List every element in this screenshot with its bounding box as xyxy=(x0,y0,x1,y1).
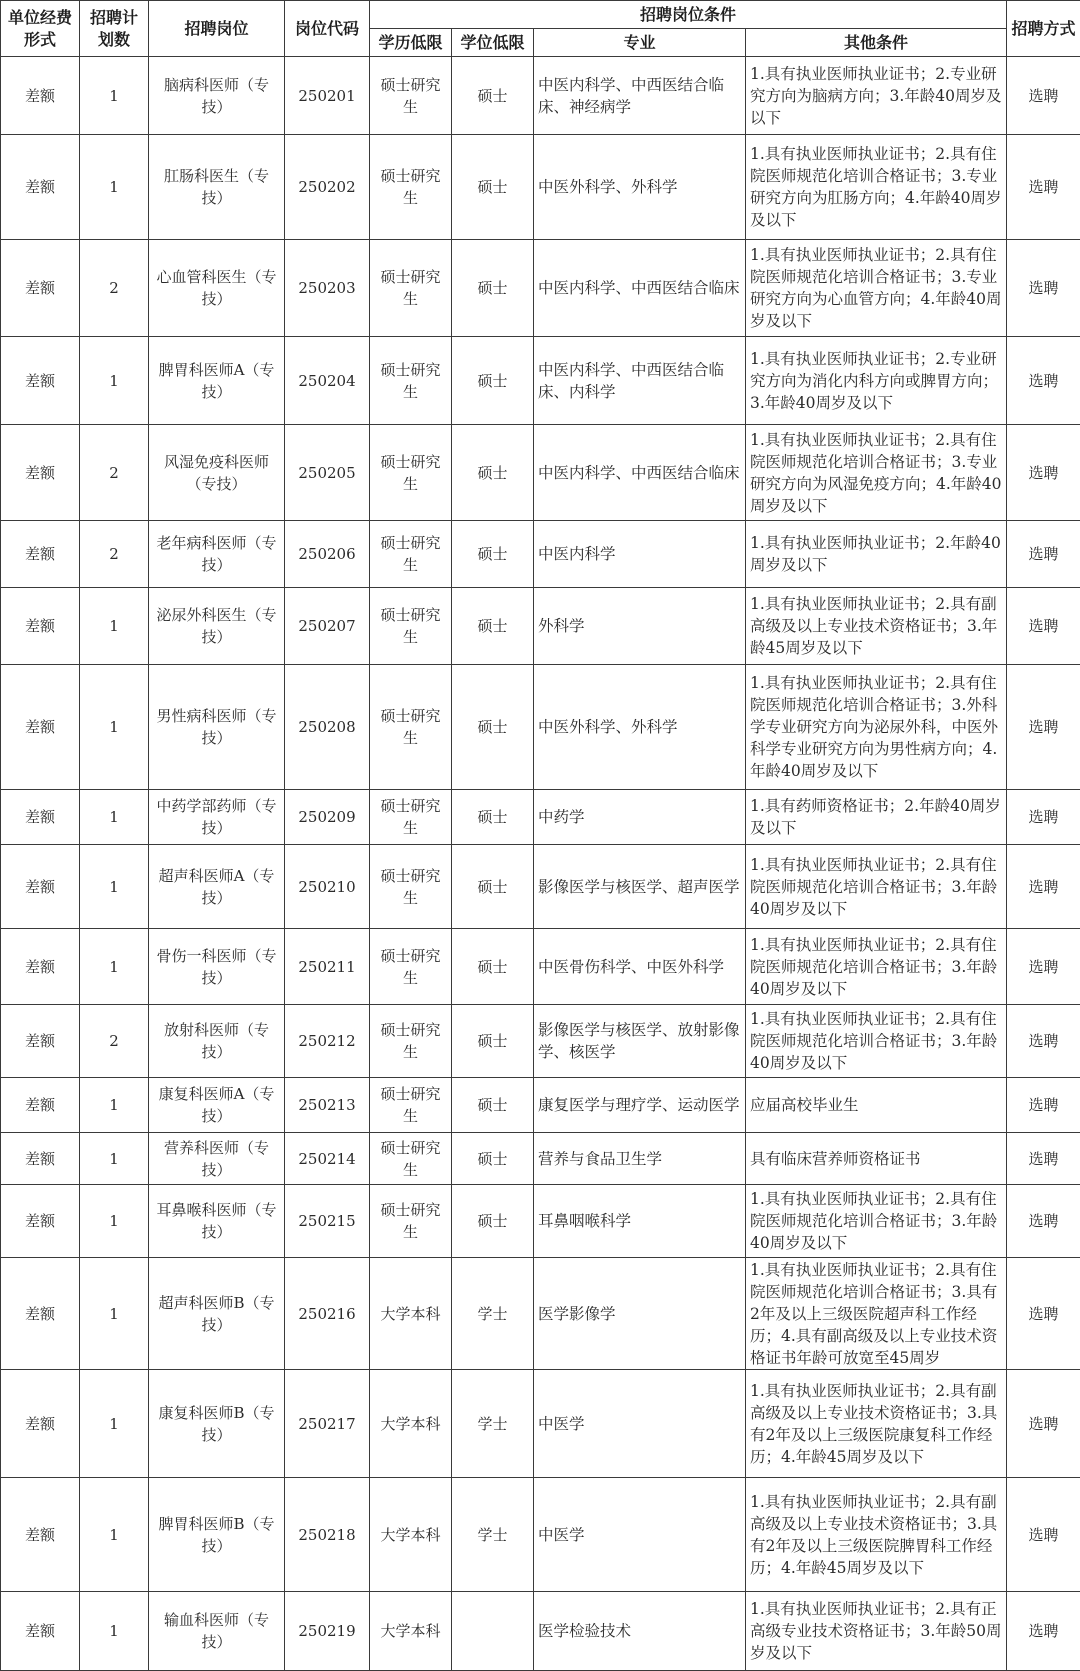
method-cell: 选聘 xyxy=(1007,1592,1080,1671)
position-code-cell: 250205 xyxy=(285,425,370,521)
major-cell: 影像医学与核医学、超声医学 xyxy=(534,845,746,929)
degree-cell: 硕士 xyxy=(452,588,534,665)
position-code-cell: 250215 xyxy=(285,1185,370,1258)
position-code-cell: 250212 xyxy=(285,1005,370,1078)
plan-count-cell: 1 xyxy=(80,1592,149,1671)
education-cell: 硕士研究生 xyxy=(370,845,452,929)
plan-count-cell: 1 xyxy=(80,1370,149,1478)
position-cell: 输血科医师（专技） xyxy=(149,1592,285,1671)
degree-cell: 硕士 xyxy=(452,240,534,337)
other-conditions-cell: 1.具有执业医师执业证书；2.具有住院医师规范化培训合格证书；3.年龄40周岁及以下 xyxy=(746,1185,1007,1258)
method-cell: 选聘 xyxy=(1007,1133,1080,1185)
education-cell: 硕士研究生 xyxy=(370,665,452,790)
funding-type-cell: 差额 xyxy=(1,337,80,425)
funding-type-cell: 差额 xyxy=(1,1592,80,1671)
header-plan-count: 招聘计划数 xyxy=(80,1,149,57)
major-cell: 中医学 xyxy=(534,1478,746,1592)
degree-cell: 硕士 xyxy=(452,929,534,1005)
degree-cell xyxy=(452,1592,534,1671)
header-position-code: 岗位代码 xyxy=(285,1,370,57)
degree-cell: 学士 xyxy=(452,1370,534,1478)
method-cell: 选聘 xyxy=(1007,135,1080,240)
funding-type-cell: 差额 xyxy=(1,1185,80,1258)
position-code-cell: 250209 xyxy=(285,790,370,845)
major-cell: 中医学 xyxy=(534,1370,746,1478)
table-row xyxy=(1,1258,1080,1370)
education-cell: 硕士研究生 xyxy=(370,337,452,425)
table-row xyxy=(1,240,1080,337)
plan-count-cell: 2 xyxy=(80,521,149,588)
major-cell: 影像医学与核医学、放射影像学、核医学 xyxy=(534,1005,746,1078)
plan-count-cell: 1 xyxy=(80,929,149,1005)
position-cell: 康复科医师B（专技） xyxy=(149,1370,285,1478)
degree-cell: 硕士 xyxy=(452,521,534,588)
method-cell: 选聘 xyxy=(1007,1078,1080,1133)
header-position: 招聘岗位 xyxy=(149,1,285,57)
table-row xyxy=(1,929,1080,1005)
header-method: 招聘方式 xyxy=(1007,1,1080,57)
other-conditions-cell: 1.具有执业医师执业证书；2.具有住院医师规范化培训合格证书；3.年龄40周岁及以下 xyxy=(746,929,1007,1005)
position-cell: 肛肠科医生（专技） xyxy=(149,135,285,240)
position-cell: 男性病科医师（专技） xyxy=(149,665,285,790)
position-code-cell: 250213 xyxy=(285,1078,370,1133)
position-code-cell: 250218 xyxy=(285,1478,370,1592)
funding-type-cell: 差额 xyxy=(1,929,80,1005)
education-cell: 大学本科 xyxy=(370,1478,452,1592)
plan-count-cell: 1 xyxy=(80,57,149,135)
table-row xyxy=(1,57,1080,135)
major-cell: 中医内科学、中西医结合临床 xyxy=(534,425,746,521)
table-row xyxy=(1,1005,1080,1078)
plan-count-cell: 1 xyxy=(80,1258,149,1370)
major-cell: 医学影像学 xyxy=(534,1258,746,1370)
position-cell: 心血管科医生（专技） xyxy=(149,240,285,337)
plan-count-cell: 1 xyxy=(80,1185,149,1258)
header-education-min: 学历低限 xyxy=(370,29,452,57)
header-major: 专业 xyxy=(534,29,746,57)
funding-type-cell: 差额 xyxy=(1,588,80,665)
degree-cell: 学士 xyxy=(452,1258,534,1370)
table-row xyxy=(1,521,1080,588)
education-cell: 硕士研究生 xyxy=(370,240,452,337)
degree-cell: 硕士 xyxy=(452,57,534,135)
position-code-cell: 250210 xyxy=(285,845,370,929)
degree-cell: 学士 xyxy=(452,1478,534,1592)
other-conditions-cell: 1.具有执业医师执业证书；2.具有住院医师规范化培训合格证书；3.外科学专业研究方向为泌尿外科，中医外科学专业研究方向为男性病方向；4.年龄40周岁及以下 xyxy=(746,665,1007,790)
table-row xyxy=(1,135,1080,240)
funding-type-cell: 差额 xyxy=(1,521,80,588)
funding-type-cell: 差额 xyxy=(1,240,80,337)
education-cell: 硕士研究生 xyxy=(370,588,452,665)
position-cell: 中药学部药师（专技） xyxy=(149,790,285,845)
other-conditions-cell: 1.具有执业医师执业证书；2.年龄40周岁及以下 xyxy=(746,521,1007,588)
position-code-cell: 250214 xyxy=(285,1133,370,1185)
funding-type-cell: 差额 xyxy=(1,1005,80,1078)
table-row xyxy=(1,1078,1080,1133)
degree-cell: 硕士 xyxy=(452,1005,534,1078)
other-conditions-cell: 具有临床营养师资格证书 xyxy=(746,1133,1007,1185)
position-cell: 脑病科医师（专技） xyxy=(149,57,285,135)
table-row xyxy=(1,845,1080,929)
position-cell: 营养科医师（专技） xyxy=(149,1133,285,1185)
method-cell: 选聘 xyxy=(1007,1478,1080,1592)
major-cell: 中医内科学 xyxy=(534,521,746,588)
other-conditions-cell: 1.具有执业医师执业证书；2.具有住院医师规范化培训合格证书；3.年龄40周岁及以下 xyxy=(746,845,1007,929)
other-conditions-cell: 应届高校毕业生 xyxy=(746,1078,1007,1133)
other-conditions-cell: 1.具有执业医师执业证书；2.专业研究方向为消化内科方向或脾胃方向；3.年龄40周岁及以下 xyxy=(746,337,1007,425)
position-cell: 脾胃科医师B（专技） xyxy=(149,1478,285,1592)
method-cell: 选聘 xyxy=(1007,665,1080,790)
other-conditions-cell: 1.具有执业医师执业证书；2.具有正高级专业技术资格证书；3.年龄50周岁及以下 xyxy=(746,1592,1007,1671)
table-row xyxy=(1,337,1080,425)
plan-count-cell: 1 xyxy=(80,845,149,929)
plan-count-cell: 1 xyxy=(80,1078,149,1133)
table-row xyxy=(1,665,1080,790)
method-cell: 选聘 xyxy=(1007,1005,1080,1078)
method-cell: 选聘 xyxy=(1007,57,1080,135)
header-conditions-group: 招聘岗位条件 xyxy=(370,1,1007,29)
major-cell: 中医内科学、中西医结合临床、内科学 xyxy=(534,337,746,425)
funding-type-cell: 差额 xyxy=(1,135,80,240)
degree-cell: 硕士 xyxy=(452,845,534,929)
table-row xyxy=(1,1133,1080,1185)
table-row xyxy=(1,1370,1080,1478)
position-code-cell: 250216 xyxy=(285,1258,370,1370)
other-conditions-cell: 1.具有药师资格证书；2.年龄40周岁及以下 xyxy=(746,790,1007,845)
position-cell: 风湿免疫科医师（专技） xyxy=(149,425,285,521)
major-cell: 耳鼻咽喉科学 xyxy=(534,1185,746,1258)
other-conditions-cell: 1.具有执业医师执业证书；2.具有住院医师规范化培训合格证书；3.专业研究方向为心血管方向；4.年龄40周岁及以下 xyxy=(746,240,1007,337)
education-cell: 硕士研究生 xyxy=(370,790,452,845)
position-code-cell: 250217 xyxy=(285,1370,370,1478)
table-body xyxy=(1,57,1080,1671)
plan-count-cell: 1 xyxy=(80,790,149,845)
funding-type-cell: 差额 xyxy=(1,790,80,845)
method-cell: 选聘 xyxy=(1007,790,1080,845)
degree-cell: 硕士 xyxy=(452,1185,534,1258)
major-cell: 中医骨伤科学、中医外科学 xyxy=(534,929,746,1005)
funding-type-cell: 差额 xyxy=(1,845,80,929)
education-cell: 大学本科 xyxy=(370,1258,452,1370)
major-cell: 康复医学与理疗学、运动医学 xyxy=(534,1078,746,1133)
education-cell: 大学本科 xyxy=(370,1370,452,1478)
degree-cell: 硕士 xyxy=(452,337,534,425)
table-row xyxy=(1,1592,1080,1671)
plan-count-cell: 2 xyxy=(80,1005,149,1078)
funding-type-cell: 差额 xyxy=(1,1078,80,1133)
method-cell: 选聘 xyxy=(1007,1370,1080,1478)
funding-type-cell: 差额 xyxy=(1,57,80,135)
other-conditions-cell: 1.具有执业医师执业证书；2.具有住院医师规范化培训合格证书；3.专业研究方向为肛肠方向；4.年龄40周岁及以下 xyxy=(746,135,1007,240)
degree-cell: 硕士 xyxy=(452,1133,534,1185)
education-cell: 大学本科 xyxy=(370,1592,452,1671)
plan-count-cell: 1 xyxy=(80,665,149,790)
other-conditions-cell: 1.具有执业医师执业证书；2.专业研究方向为脑病方向；3.年龄40周岁及以下 xyxy=(746,57,1007,135)
plan-count-cell: 1 xyxy=(80,588,149,665)
major-cell: 中医内科学、中西医结合临床、神经病学 xyxy=(534,57,746,135)
plan-count-cell: 1 xyxy=(80,135,149,240)
other-conditions-cell: 1.具有执业医师执业证书；2.具有住院医师规范化培训合格证书；3.年龄40周岁及以下 xyxy=(746,1005,1007,1078)
method-cell: 选聘 xyxy=(1007,240,1080,337)
major-cell: 医学检验技术 xyxy=(534,1592,746,1671)
major-cell: 营养与食品卫生学 xyxy=(534,1133,746,1185)
position-cell: 骨伤一科医师（专技） xyxy=(149,929,285,1005)
position-cell: 老年病科医师（专技） xyxy=(149,521,285,588)
major-cell: 中医外科学、外科学 xyxy=(534,665,746,790)
plan-count-cell: 1 xyxy=(80,1133,149,1185)
position-code-cell: 250203 xyxy=(285,240,370,337)
degree-cell: 硕士 xyxy=(452,135,534,240)
funding-type-cell: 差额 xyxy=(1,1370,80,1478)
funding-type-cell: 差额 xyxy=(1,425,80,521)
major-cell: 中药学 xyxy=(534,790,746,845)
table-row xyxy=(1,588,1080,665)
table-row xyxy=(1,790,1080,845)
funding-type-cell: 差额 xyxy=(1,665,80,790)
table-row xyxy=(1,1478,1080,1592)
major-cell: 中医外科学、外科学 xyxy=(534,135,746,240)
education-cell: 硕士研究生 xyxy=(370,929,452,1005)
position-cell: 康复科医师A（专技） xyxy=(149,1078,285,1133)
degree-cell: 硕士 xyxy=(452,790,534,845)
position-code-cell: 250207 xyxy=(285,588,370,665)
education-cell: 硕士研究生 xyxy=(370,425,452,521)
position-code-cell: 250202 xyxy=(285,135,370,240)
position-cell: 泌尿外科医生（专技） xyxy=(149,588,285,665)
plan-count-cell: 2 xyxy=(80,425,149,521)
position-code-cell: 250201 xyxy=(285,57,370,135)
position-cell: 超声科医师B（专技） xyxy=(149,1258,285,1370)
method-cell: 选聘 xyxy=(1007,1185,1080,1258)
plan-count-cell: 2 xyxy=(80,240,149,337)
major-cell: 中医内科学、中西医结合临床 xyxy=(534,240,746,337)
funding-type-cell: 差额 xyxy=(1,1258,80,1370)
position-code-cell: 250206 xyxy=(285,521,370,588)
other-conditions-cell: 1.具有执业医师执业证书；2.具有副高级及以上专业技术资格证书；3.具有2年及以上三级医院康复科工作经历；4.年龄45周岁及以下 xyxy=(746,1370,1007,1478)
education-cell: 硕士研究生 xyxy=(370,1078,452,1133)
education-cell: 硕士研究生 xyxy=(370,135,452,240)
method-cell: 选聘 xyxy=(1007,929,1080,1005)
position-code-cell: 250219 xyxy=(285,1592,370,1671)
degree-cell: 硕士 xyxy=(452,1078,534,1133)
education-cell: 硕士研究生 xyxy=(370,521,452,588)
method-cell: 选聘 xyxy=(1007,1258,1080,1370)
position-cell: 脾胃科医师A（专技） xyxy=(149,337,285,425)
other-conditions-cell: 1.具有执业医师执业证书；2.具有副高级及以上专业技术资格证书；3.具有2年及以上三级医院脾胃科工作经历；4.年龄45周岁及以下 xyxy=(746,1478,1007,1592)
plan-count-cell: 1 xyxy=(80,337,149,425)
position-cell: 耳鼻喉科医师（专技） xyxy=(149,1185,285,1258)
position-code-cell: 250211 xyxy=(285,929,370,1005)
degree-cell: 硕士 xyxy=(452,425,534,521)
position-code-cell: 250208 xyxy=(285,665,370,790)
education-cell: 硕士研究生 xyxy=(370,1133,452,1185)
method-cell: 选聘 xyxy=(1007,845,1080,929)
position-code-cell: 250204 xyxy=(285,337,370,425)
other-conditions-cell: 1.具有执业医师执业证书；2.具有副高级及以上专业技术资格证书；3.年龄45周岁及以下 xyxy=(746,588,1007,665)
table-row xyxy=(1,425,1080,521)
method-cell: 选聘 xyxy=(1007,425,1080,521)
funding-type-cell: 差额 xyxy=(1,1133,80,1185)
funding-type-cell: 差额 xyxy=(1,1478,80,1592)
other-conditions-cell: 1.具有执业医师执业证书；2.具有住院医师规范化培训合格证书；3.具有2年及以上三级医院超声科工作经历；4.具有副高级及以上专业技术资格证书年龄可放宽至45周岁 xyxy=(746,1258,1007,1370)
education-cell: 硕士研究生 xyxy=(370,1185,452,1258)
table-row xyxy=(1,1185,1080,1258)
education-cell: 硕士研究生 xyxy=(370,57,452,135)
position-cell: 放射科医师（专技） xyxy=(149,1005,285,1078)
header-degree-min: 学位低限 xyxy=(452,29,534,57)
major-cell: 外科学 xyxy=(534,588,746,665)
position-cell: 超声科医师A（专技） xyxy=(149,845,285,929)
plan-count-cell: 1 xyxy=(80,1478,149,1592)
education-cell: 硕士研究生 xyxy=(370,1005,452,1078)
degree-cell: 硕士 xyxy=(452,665,534,790)
header-other-conditions: 其他条件 xyxy=(746,29,1007,57)
method-cell: 选聘 xyxy=(1007,521,1080,588)
other-conditions-cell: 1.具有执业医师执业证书；2.具有住院医师规范化培训合格证书；3.专业研究方向为风湿免疫方向；4.年龄40周岁及以下 xyxy=(746,425,1007,521)
method-cell: 选聘 xyxy=(1007,337,1080,425)
header-funding-type: 单位经费形式 xyxy=(1,1,80,57)
method-cell: 选聘 xyxy=(1007,588,1080,665)
